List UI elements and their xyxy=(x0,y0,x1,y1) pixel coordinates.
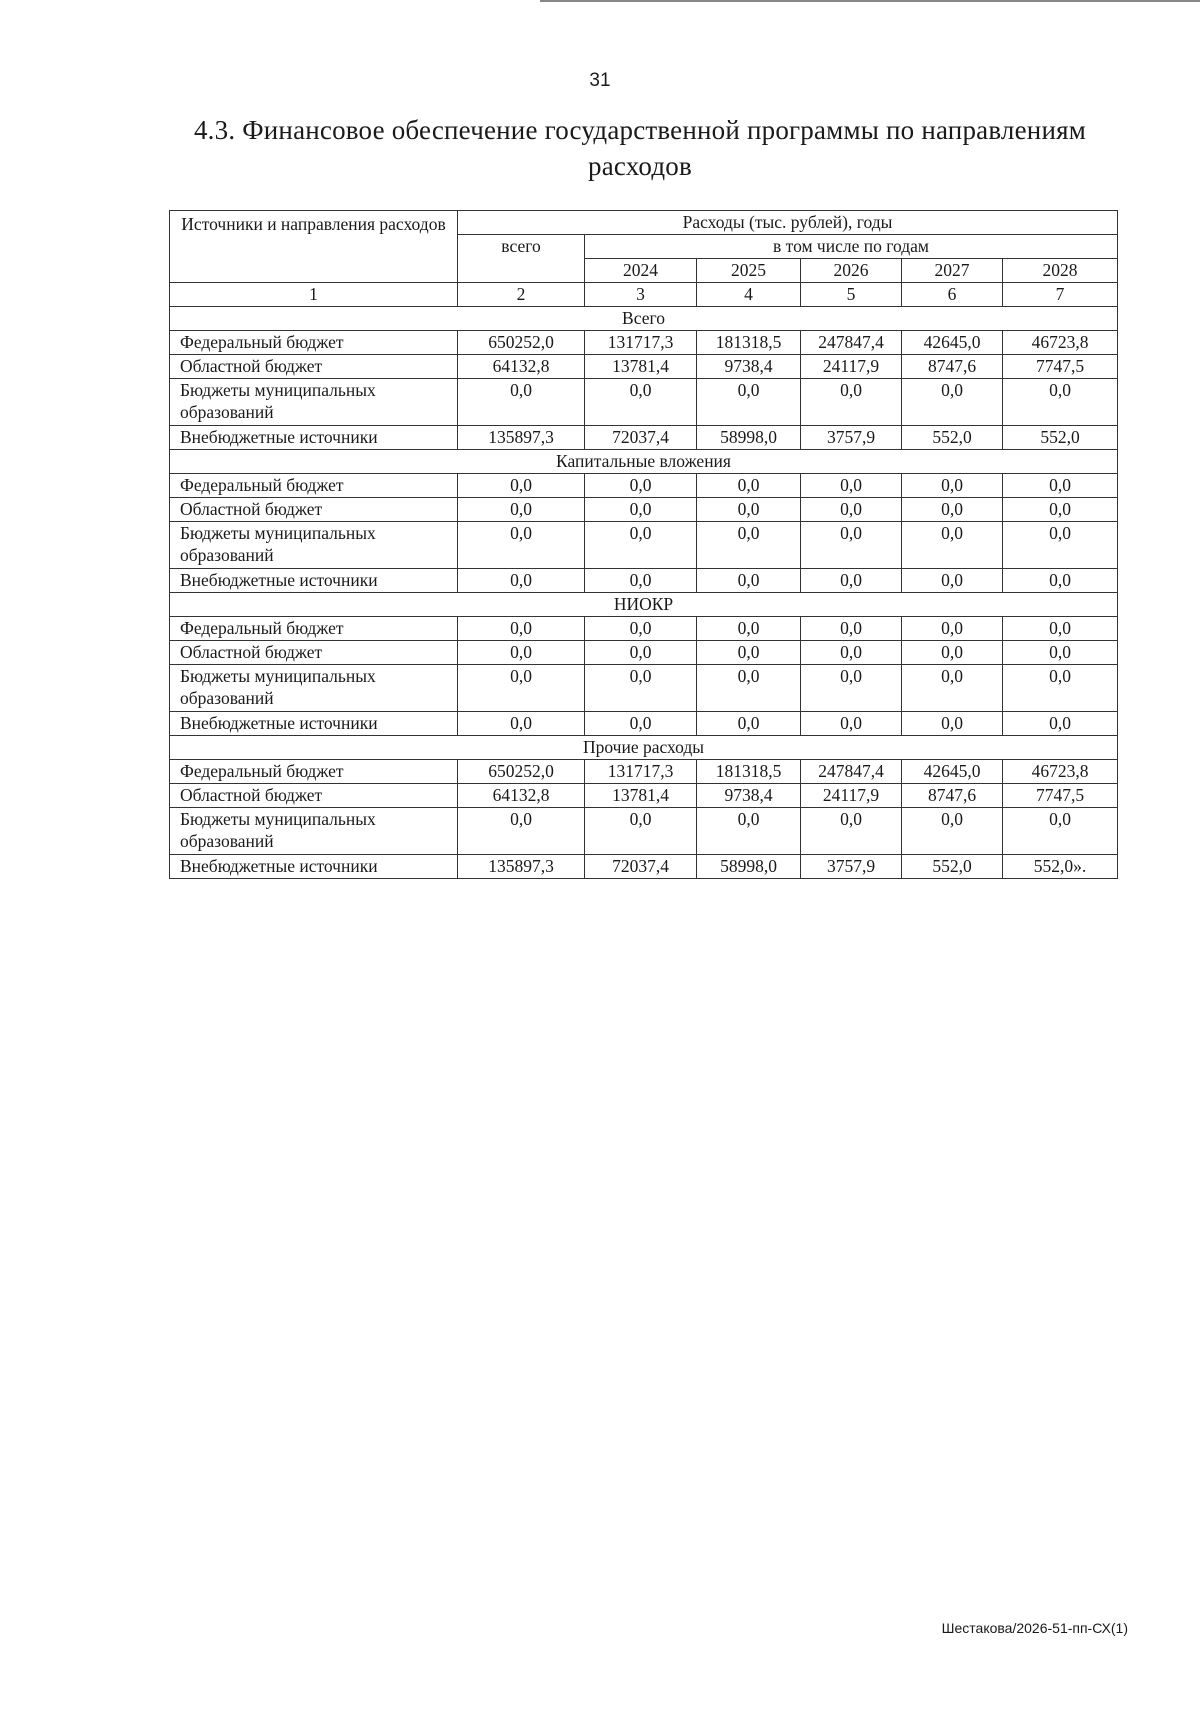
column-number: 7 xyxy=(1003,283,1118,307)
table-row xyxy=(170,784,1118,808)
table-row xyxy=(170,641,1118,665)
value-cell: 0,0 xyxy=(585,474,697,498)
value-cell: 0,0 xyxy=(697,617,801,641)
row-label: Федеральный бюджет xyxy=(170,474,458,498)
header-expenses: Расходы (тыс. рублей), годы xyxy=(458,211,1118,235)
value-cell: 0,0 xyxy=(801,522,902,569)
value-cell: 0,0 xyxy=(902,379,1003,426)
value-cell: 0,0 xyxy=(902,712,1003,736)
table-row xyxy=(170,712,1118,736)
table-row xyxy=(170,665,1118,712)
value-cell: 0,0 xyxy=(1003,641,1118,665)
value-cell: 0,0 xyxy=(902,617,1003,641)
table-row xyxy=(170,855,1118,879)
value-cell: 0,0 xyxy=(585,498,697,522)
value-cell: 0,0 xyxy=(801,641,902,665)
section-heading: НИОКР xyxy=(170,593,1118,617)
header-sources: Источники и направления расходов xyxy=(170,211,458,283)
column-number: 6 xyxy=(902,283,1003,307)
value-cell: 0,0 xyxy=(585,379,697,426)
table-row xyxy=(170,498,1118,522)
value-cell: 0,0 xyxy=(697,379,801,426)
value-cell: 0,0 xyxy=(801,665,902,712)
value-cell: 0,0 xyxy=(585,665,697,712)
row-label: Бюджеты муниципальных образований xyxy=(170,522,458,569)
row-label: Областной бюджет xyxy=(170,784,458,808)
table-row xyxy=(170,474,1118,498)
table-row xyxy=(170,760,1118,784)
value-cell: 0,0 xyxy=(697,569,801,593)
value-cell: 13781,4 xyxy=(585,784,697,808)
column-number: 4 xyxy=(697,283,801,307)
value-cell: 0,0 xyxy=(585,641,697,665)
value-cell: 131717,3 xyxy=(585,760,697,784)
header-year: 2027 xyxy=(902,259,1003,283)
value-cell: 0,0 xyxy=(1003,498,1118,522)
value-cell: 0,0 xyxy=(697,665,801,712)
header-year: 2025 xyxy=(697,259,801,283)
column-number: 1 xyxy=(170,283,458,307)
row-label: Областной бюджет xyxy=(170,498,458,522)
value-cell: 64132,8 xyxy=(458,355,585,379)
value-cell: 0,0 xyxy=(902,474,1003,498)
value-cell: 552,0». xyxy=(1003,855,1118,879)
value-cell: 72037,4 xyxy=(585,855,697,879)
value-cell: 42645,0 xyxy=(902,760,1003,784)
value-cell: 7747,5 xyxy=(1003,355,1118,379)
value-cell: 0,0 xyxy=(697,712,801,736)
value-cell: 13781,4 xyxy=(585,355,697,379)
value-cell: 0,0 xyxy=(458,641,585,665)
value-cell: 42645,0 xyxy=(902,331,1003,355)
value-cell: 0,0 xyxy=(1003,808,1118,855)
column-number: 2 xyxy=(458,283,585,307)
value-cell: 0,0 xyxy=(1003,569,1118,593)
table-row xyxy=(170,355,1118,379)
value-cell: 0,0 xyxy=(902,522,1003,569)
value-cell: 0,0 xyxy=(458,808,585,855)
row-label: Областной бюджет xyxy=(170,355,458,379)
value-cell: 131717,3 xyxy=(585,331,697,355)
value-cell: 0,0 xyxy=(1003,379,1118,426)
row-label: Бюджеты муниципальных образований xyxy=(170,808,458,855)
value-cell: 0,0 xyxy=(1003,665,1118,712)
value-cell: 46723,8 xyxy=(1003,331,1118,355)
value-cell: 0,0 xyxy=(697,522,801,569)
value-cell: 0,0 xyxy=(902,569,1003,593)
row-label: Внебюджетные источники xyxy=(170,712,458,736)
row-label: Федеральный бюджет xyxy=(170,617,458,641)
value-cell: 0,0 xyxy=(801,379,902,426)
value-cell: 650252,0 xyxy=(458,760,585,784)
value-cell: 24117,9 xyxy=(801,355,902,379)
value-cell: 552,0 xyxy=(902,426,1003,450)
value-cell: 64132,8 xyxy=(458,784,585,808)
section-heading: Капитальные вложения xyxy=(170,450,1118,474)
header-year: 2028 xyxy=(1003,259,1118,283)
section-title: 4.3. Финансовое обеспечение государственной программы по направлениям расходов xyxy=(193,115,1086,181)
value-cell: 0,0 xyxy=(458,712,585,736)
value-cell: 552,0 xyxy=(902,855,1003,879)
value-cell: 0,0 xyxy=(458,474,585,498)
value-cell: 8747,6 xyxy=(902,355,1003,379)
value-cell: 135897,3 xyxy=(458,855,585,879)
value-cell: 0,0 xyxy=(801,569,902,593)
value-cell: 0,0 xyxy=(585,712,697,736)
value-cell: 0,0 xyxy=(902,641,1003,665)
header-total: всего xyxy=(458,235,585,283)
value-cell: 0,0 xyxy=(902,665,1003,712)
value-cell: 58998,0 xyxy=(697,426,801,450)
value-cell: 0,0 xyxy=(801,498,902,522)
scan-edge-line xyxy=(540,0,1200,2)
value-cell: 0,0 xyxy=(697,498,801,522)
row-label: Федеральный бюджет xyxy=(170,331,458,355)
value-cell: 0,0 xyxy=(697,641,801,665)
row-label: Внебюджетные источники xyxy=(170,569,458,593)
table-row xyxy=(170,522,1118,569)
value-cell: 0,0 xyxy=(458,665,585,712)
header-by-years: в том числе по годам xyxy=(585,235,1118,259)
value-cell: 552,0 xyxy=(1003,426,1118,450)
table-row xyxy=(170,379,1118,426)
value-cell: 3757,9 xyxy=(801,426,902,450)
value-cell: 0,0 xyxy=(697,808,801,855)
row-label: Внебюджетные источники xyxy=(170,855,458,879)
value-cell: 181318,5 xyxy=(697,760,801,784)
value-cell: 8747,6 xyxy=(902,784,1003,808)
value-cell: 0,0 xyxy=(801,474,902,498)
value-cell: 0,0 xyxy=(801,808,902,855)
value-cell: 0,0 xyxy=(801,617,902,641)
row-label: Федеральный бюджет xyxy=(170,760,458,784)
header-year: 2026 xyxy=(801,259,902,283)
value-cell: 72037,4 xyxy=(585,426,697,450)
value-cell: 7747,5 xyxy=(1003,784,1118,808)
value-cell: 9738,4 xyxy=(697,355,801,379)
value-cell: 0,0 xyxy=(585,617,697,641)
table-row xyxy=(170,808,1118,855)
value-cell: 650252,0 xyxy=(458,331,585,355)
value-cell: 0,0 xyxy=(585,808,697,855)
header-year: 2024 xyxy=(585,259,697,283)
value-cell: 0,0 xyxy=(458,569,585,593)
table-row xyxy=(170,426,1118,450)
value-cell: 0,0 xyxy=(1003,617,1118,641)
value-cell: 0,0 xyxy=(458,617,585,641)
value-cell: 0,0 xyxy=(902,498,1003,522)
page-number: 31 xyxy=(589,70,611,91)
value-cell: 0,0 xyxy=(458,498,585,522)
row-label: Бюджеты муниципальных образований xyxy=(170,665,458,712)
section-heading: Прочие расходы xyxy=(170,736,1118,760)
value-cell: 0,0 xyxy=(697,474,801,498)
row-label: Бюджеты муниципальных образований xyxy=(170,379,458,426)
value-cell: 181318,5 xyxy=(697,331,801,355)
section-heading: Всего xyxy=(170,307,1118,331)
value-cell: 24117,9 xyxy=(801,784,902,808)
value-cell: 46723,8 xyxy=(1003,760,1118,784)
financing-table xyxy=(169,210,1118,879)
column-number: 3 xyxy=(585,283,697,307)
value-cell: 0,0 xyxy=(801,712,902,736)
row-label: Внебюджетные источники xyxy=(170,426,458,450)
table-row xyxy=(170,331,1118,355)
value-cell: 0,0 xyxy=(585,522,697,569)
value-cell: 0,0 xyxy=(1003,474,1118,498)
value-cell: 0,0 xyxy=(1003,712,1118,736)
document-reference: Шестакова/2026-51-пп-СХ(1) xyxy=(941,1620,1128,1636)
table-row xyxy=(170,617,1118,641)
value-cell: 58998,0 xyxy=(697,855,801,879)
value-cell: 0,0 xyxy=(902,808,1003,855)
value-cell: 0,0 xyxy=(458,379,585,426)
value-cell: 247847,4 xyxy=(801,331,902,355)
row-label: Областной бюджет xyxy=(170,641,458,665)
value-cell: 247847,4 xyxy=(801,760,902,784)
value-cell: 0,0 xyxy=(458,522,585,569)
value-cell: 0,0 xyxy=(1003,522,1118,569)
table-row xyxy=(170,569,1118,593)
value-cell: 3757,9 xyxy=(801,855,902,879)
value-cell: 0,0 xyxy=(585,569,697,593)
column-number: 5 xyxy=(801,283,902,307)
value-cell: 9738,4 xyxy=(697,784,801,808)
value-cell: 135897,3 xyxy=(458,426,585,450)
